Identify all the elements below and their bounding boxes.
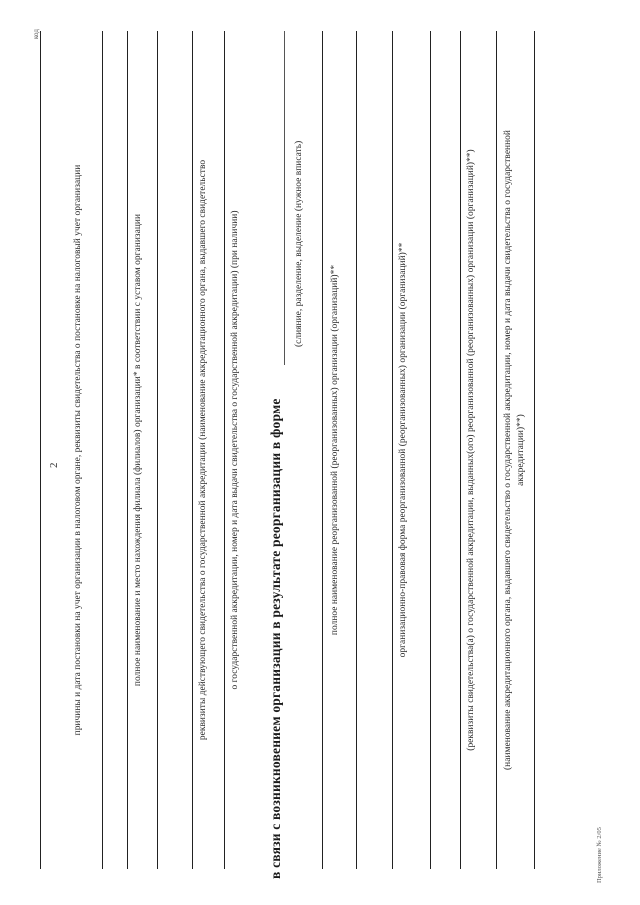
tax-registration-caption: причины и дата постановки на учет организации в налоговом органе, реквизиты свидетельства о постановке на налоговый учет организации: [73, 164, 83, 736]
accreditation-caption-2: о государственной аккредитации, номер и дата выдачи свидетельства о государственной аккредитации) (при наличии): [230, 210, 240, 690]
reorg-legal-form-caption: организационно-правовая форма реорганизованной (реорганизованных) организации (организаций)**: [398, 242, 408, 658]
reorg-legal-form-line-1: [356, 31, 357, 869]
branch-caption: полное наименование и место нахождения филиала (филиалов) организации* в соответствии с уставом организации: [133, 213, 143, 687]
accreditation-line-3: [224, 31, 225, 869]
branch-line-1: [102, 31, 103, 869]
reorg-accreditation-caption-2: аккредитации)**): [516, 414, 526, 486]
reorg-accreditation-line: [496, 31, 497, 869]
kod-label: код: [32, 29, 40, 39]
accreditation-line-2: [192, 31, 193, 869]
branch-line-2: [127, 31, 128, 869]
reorganization-forms-caption: (слияние, разделение, выделение (нужное вписать): [294, 140, 304, 347]
reorg-accreditation-line-2: [534, 31, 535, 869]
tax-registration-line: [40, 31, 41, 869]
reorganization-form-line: [284, 31, 285, 365]
accreditation-line-1: [157, 31, 158, 869]
reorg-certificates-caption: (реквизиты свидетельства(а) о государственной аккредитации, выданных(ого) реорганизованной (реорганизованных) организации (организаций)**): [466, 149, 476, 751]
reorg-name-line: [322, 31, 323, 869]
footer-note: Приложение № 2/05: [596, 827, 603, 883]
reorg-accreditation-caption: (наименование аккредитационного органа, выдавшего свидетельство о государственной аккредитации, номер и дата выдачи свидетельства о государственной: [503, 130, 513, 770]
reorganization-heading: в связи с возникновением организации в результате реорганизации в форме: [268, 398, 283, 879]
page-number: 2: [48, 462, 60, 468]
reorg-certificates-line-1: [430, 31, 431, 869]
reorg-name-caption: полное наименование реорганизованной (реорганизованных) организации (организаций)**: [330, 264, 340, 636]
reorg-legal-form-line-2: [392, 31, 393, 869]
reorg-certificates-line-2: [460, 31, 461, 869]
accreditation-caption: реквизиты действующего свидетельства о государственной аккредитации (наименование аккредитационного органа, выдавшего свидетельство: [198, 159, 208, 741]
